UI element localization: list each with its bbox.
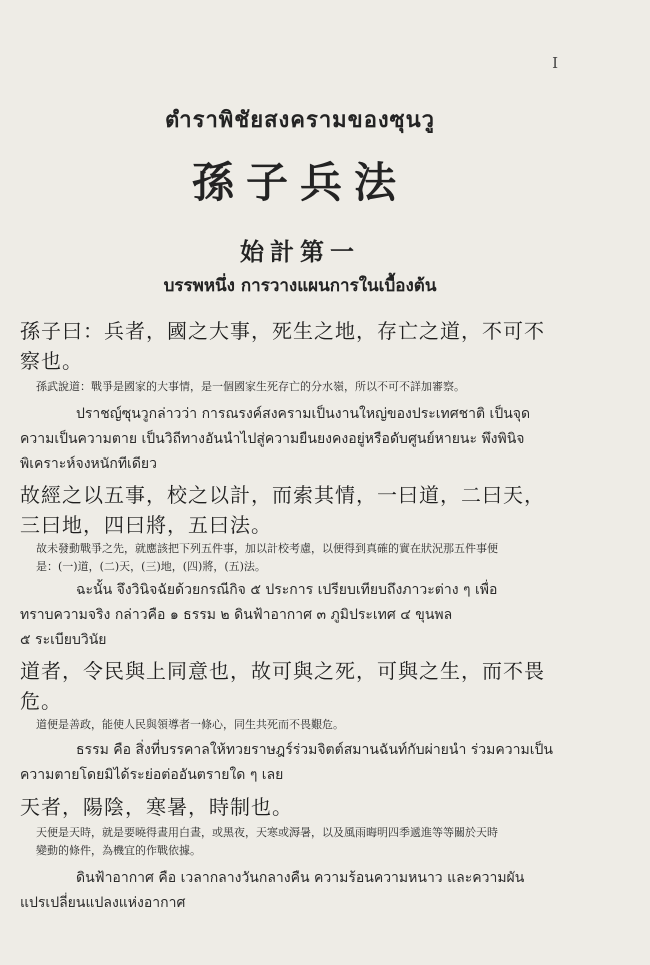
thai-translation-1 xyxy=(20,402,620,477)
classic-line: 察也。 xyxy=(20,349,83,373)
classic-text-3 xyxy=(20,656,620,716)
classic-text-4 xyxy=(20,792,620,822)
book-title-chinese: 孫子兵法 xyxy=(191,158,408,207)
note-line: 變動的條件，為機宜的作戰依據。 xyxy=(36,844,201,857)
thai-line: ปราชญ์ซุนวูกล่าวว่า การณรงค์สงครามเป็นงานใหญ่ของประเทศชาติ เป็นจุด xyxy=(76,406,531,422)
note-line: 道便是善政，能使人民與領導者一條心，同生共死而不畏艱危。 xyxy=(36,718,344,731)
classic-text-1 xyxy=(20,316,620,376)
classic-line: 危。 xyxy=(20,689,62,713)
chinese-note-4 xyxy=(20,824,636,860)
book-title-thai: ตำราพิชัยสงครามของซุนวู xyxy=(164,107,435,133)
classic-line: 道者，令民與上同意也，故可與之死，可與之生，而不畏 xyxy=(20,659,545,683)
thai-translation-3 xyxy=(20,738,620,788)
classic-line: 三曰地，四曰將，五曰法。 xyxy=(20,513,272,537)
thai-translation-2 xyxy=(20,578,620,653)
thai-translation-4 xyxy=(20,866,620,916)
thai-line: ๕ ระเบียบวินัย xyxy=(20,632,107,648)
thai-line: พิเคราะห์จงหนักทีเดียว xyxy=(20,456,157,472)
classic-line: 故經之以五事，校之以計，而索其情，一曰道，二曰天， xyxy=(20,483,545,507)
classic-line: 孫子曰：兵者，國之大事，死生之地，存亡之道，不可不 xyxy=(20,319,545,343)
thai-line: แปรเปลี่ยนแปลงแห่งอากาศ xyxy=(20,895,186,911)
thai-line: ธรรม คือ สิ่งที่บรรคาลให้ทวยราษฎร์ร่วมจิตต์สมานฉันท์กับผ่ายนำ ร่วมความเป็น xyxy=(76,742,553,758)
classic-text-2 xyxy=(20,480,620,540)
classic-line: 天者，陽陰，寒暑，時制也。 xyxy=(20,795,293,819)
chapter-subtitle: บรรพหนึ่ง การวางแผนการในเบื้องต้น xyxy=(163,276,437,296)
chinese-note-2 xyxy=(20,540,636,576)
thai-line: ฉะนั้น จึงวินิจฉัยด้วยกรณีกิจ ๕ ประการ เปรียบเทียบถึงภาวะต่าง ๆ เพื่อ xyxy=(76,582,498,598)
thai-line: ความตายโดยมิได้ระย่อต่ออันตรายใด ๆ เลย xyxy=(20,767,284,783)
note-line: 天便是天時，就是要曉得晝用白晝，或黑夜，天寒或溽暑，以及風雨晦明四季遞進等等關於天時 xyxy=(36,826,498,839)
thai-line: ทราบความจริง กล่าวคือ ๑ ธรรม ๒ ดินฟ้าอากาศ ๓ ภูมิประเทศ ๔ ขุนพล xyxy=(20,607,453,623)
note-line: 是：(一)道，(二)天，(三)地，(四)將，(五)法。 xyxy=(36,560,266,573)
note-line: 孫武說道：戰爭是國家的大事情，是一個國家生死存亡的分水嶺，所以不可不詳加審察。 xyxy=(36,380,465,393)
chinese-note-1 xyxy=(20,378,636,396)
page-number: I xyxy=(552,54,558,72)
note-line: 故未發動戰爭之先，就應該把下列五件事，加以計校考慮，以便得到真確的實在狀況那五件事便 xyxy=(36,542,498,555)
thai-line: ความเป็นความตาย เป็นวิถีทางอันนำไปสู่ความยืนยงคงอยู่หรือดับศูนย์หายนะ พึงพินิจ xyxy=(20,431,525,447)
chapter-title: 始計第一 xyxy=(240,237,360,266)
thai-line: ดินฟ้าอากาศ คือ เวลากลางวันกลางคืน ความร้อนความหนาว และความผัน xyxy=(76,870,525,886)
chinese-note-3 xyxy=(20,716,636,734)
